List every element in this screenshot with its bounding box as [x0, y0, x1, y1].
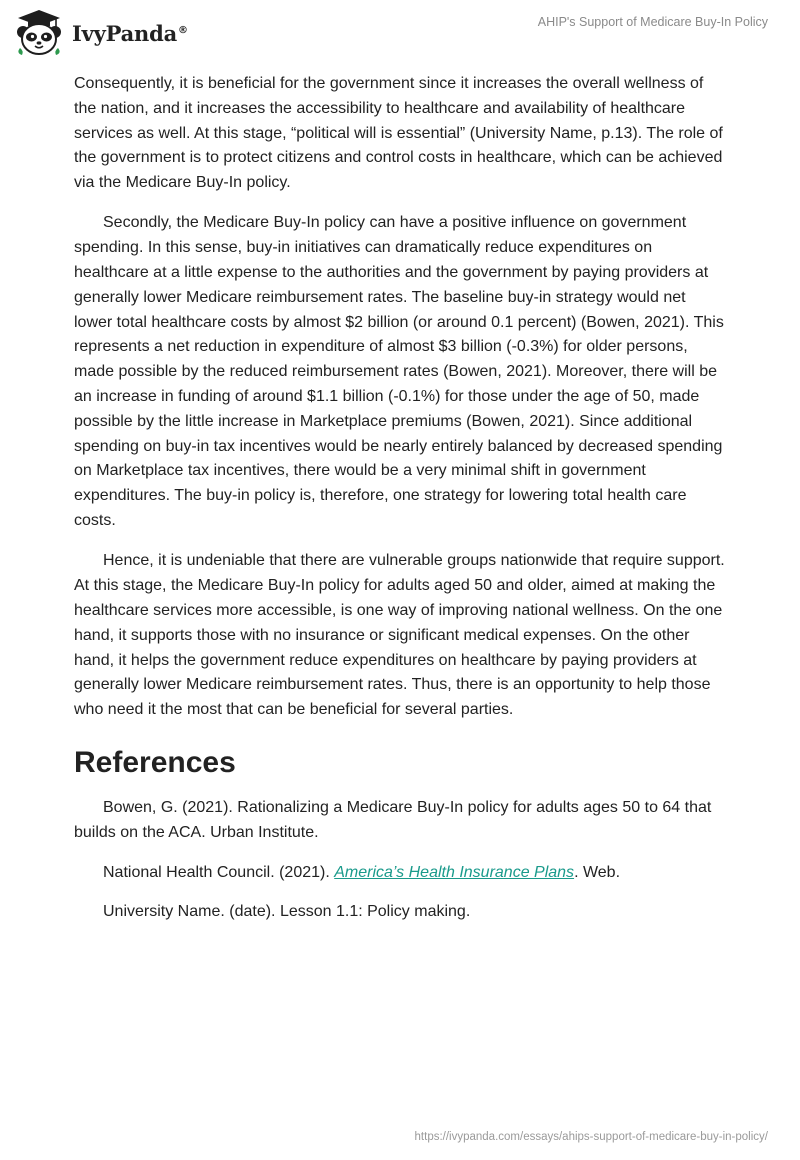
paragraph-2: Secondly, the Medicare Buy-In policy can have a positive influence on government spending. In this sense, buy-in initiatives can dramatically reduce expenditures on healthcare at a little expense to the authorities and the government by paying providers at generally lower Medicare reimbursement rates. The baseline buy-in strategy would net lower total healthcare costs by almost $2 billion (or around 0.1 percent) (Bowen, 2021). This represents a net reduction in expenditure of almost $3 billion (-0.3%) for older persons, made possible by the reduced reimbursement rates (Bowen, 2021). Moreover, there will be an increase in funding of around $1.1 billion (-0.1%) for those under the age of 50, made possible by the little increase in Marketplace premiums (Bowen, 2021). Since additional spending on buy-in tax incentives would be nearly entirely balanced by decreased spending on Marketplace tax incentives, there would be a very minimal shift in government expenditures. The buy-in policy is, therefore, one strategy for lowering total health care costs.: [74, 214, 724, 530]
reference-text: National Health Council. (2021).: [103, 863, 335, 881]
reference-item: [74, 861, 726, 886]
paragraph-3: Hence, it is undeniable that there are vulnerable groups nationwide that require support. At this stage, the Medicare Buy-In policy for adults aged 50 and older, aimed at making the healthcare services more accessible, is one way of improving national wellness. On the one hand, it supports those with no insurance or significant medical expenses. On the other hand, it helps the government reduce expenditures on healthcare by paying providers at generally lower Medicare reimbursement rates. Thus, there is an opportunity to help those who need it the most that can be beneficial for several parties.: [74, 552, 725, 719]
essay-content: [74, 72, 726, 925]
source-url: https://ivypanda.com/essays/ahips-support-of-medicare-buy-in-policy/: [414, 1131, 768, 1143]
ivypanda-logo[interactable]: [14, 8, 188, 56]
reference-text: . Web.: [574, 863, 621, 881]
reference-item: University Name. (date). Lesson 1.1: Policy making.: [103, 903, 471, 921]
logo-wordmark: IvyPanda®: [72, 20, 188, 46]
paragraph-1: Consequently, it is beneficial for the government since it increases the overall wellness of the nation, and it increases the accessibility to healthcare and availability of healthcare services as well. At this stage, “political will is essential” (University Name, p.13). The role of the government is to protect citizens and control costs in healthcare, which can be achieved via the Medicare Buy-In policy.: [74, 75, 723, 192]
panda-graduate-icon: [14, 8, 64, 56]
reference-link[interactable]: America’s Health Insurance Plans: [334, 863, 575, 881]
page-header: [0, 0, 800, 62]
document-title: AHIP's Support of Medicare Buy-In Policy: [537, 15, 768, 29]
references-heading: References: [74, 745, 236, 779]
reference-item: Bowen, G. (2021). Rationalizing a Medicare Buy-In policy for adults ages 50 to 64 that builds on the ACA. Urban Institute.: [74, 798, 712, 841]
